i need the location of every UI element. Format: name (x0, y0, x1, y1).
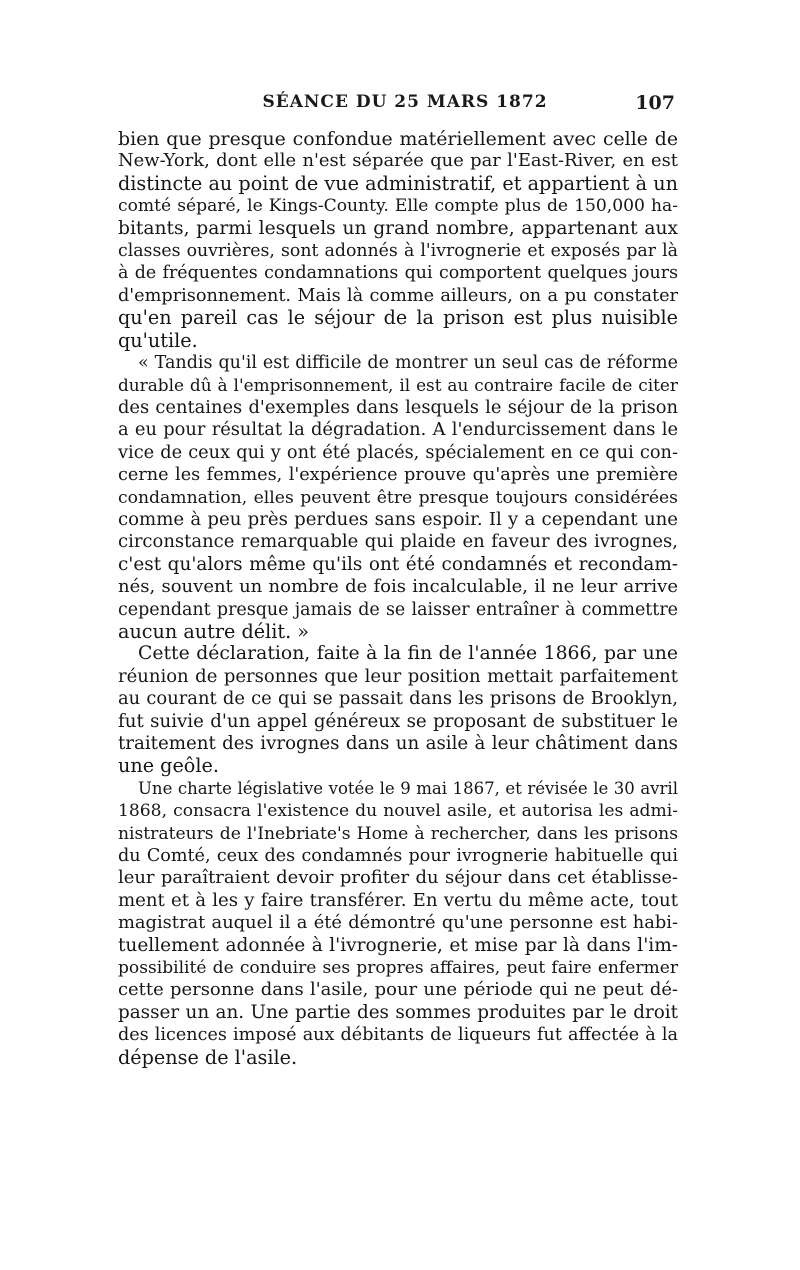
text-line: distincte au point de vue administratif, et appartient à un (118, 171, 678, 195)
text-line: traitement des ivrognes dans un asile à leur châtiment dans (118, 732, 678, 754)
text-line: New-York, dont elle n'est séparée que par l'East-River, en est (118, 150, 678, 172)
body-text (118, 128, 678, 1069)
text-line: cette personne dans l'asile, pour une période qui ne peut dé- (118, 979, 678, 1001)
text-line: Une charte législative votée le 9 mai 1867, et révisée le 30 avril (138, 778, 678, 798)
page-header (135, 92, 675, 118)
text-line: comme à peu près perdues sans espoir. Il y a cependant une (118, 508, 678, 530)
text-line: tuellement adonnée à l'ivrognerie, et mise par là dans l'im- (118, 934, 678, 956)
text-line: c'est qu'alors même qu'ils ont été condamnés et recondam- (118, 553, 678, 575)
text-line: d'emprisonnement. Mais là comme ailleurs, on a pu constater (118, 285, 678, 306)
text-line: cerne les femmes, l'expérience prouve qu'après une première (118, 465, 678, 486)
text-line: passer un an. Une partie des sommes produites par le droit (118, 1001, 678, 1023)
text-line: magistrat auquel il a été démontré qu'une personne est habi- (118, 912, 678, 934)
text-line: circonstance remarquable qui plaide en faveur des ivrognes, (118, 531, 678, 553)
text-line: nés, souvent un nombre de fois incalculable, il ne leur arrive (118, 576, 678, 598)
text-line: du Comté, ceux des condamnés pour ivrognerie habituelle qui (118, 846, 678, 866)
text-line: des licences imposé aux débitants de liqueurs fut affectée à la (118, 1025, 678, 1046)
text-line: possibilité de conduire ses propres affaires, peut faire enfermer (118, 958, 678, 979)
text-line: « Tandis qu'il est difficile de montrer un seul cas de réforme (138, 353, 678, 374)
text-line: 1868, consacra l'existence du nouvel asile, et autorisa les admi- (118, 801, 678, 822)
text-line: nistrateurs de l'Inebriate's Home à rechercher, dans les prisons (118, 823, 678, 844)
text-line: à de fréquentes condamnations qui comportent quelques jours (118, 263, 678, 284)
text-line: des centaines d'exemples dans lesquels le séjour de la prison (118, 396, 678, 418)
text-line: durable dû à l'emprisonnement, il est au contraire facile de citer (118, 375, 678, 396)
text-line: bien que presque confondue matériellement avec celle de (118, 128, 678, 150)
text-line: qu'utile. (118, 328, 198, 352)
text-line: réunion de personnes que leur position mettait parfaitement (118, 665, 678, 687)
text-line: dépense de l'asile. (118, 1045, 298, 1069)
text-line: aucun autre délit. » (118, 619, 310, 643)
text-line: a eu pour résultat la dégradation. A l'endurcissement dans le (118, 419, 678, 441)
text-line: qu'en pareil cas le séjour de la prison est plus nuisible (118, 306, 678, 330)
text-line: ment et à les y faire transférer. En vertu du même acte, tout (118, 889, 678, 911)
text-line: Cette déclaration, faite à la fin de l'année 1866, par une (138, 643, 678, 665)
text-line: cependant presque jamais de se laisser entraîner à commettre (118, 599, 678, 620)
text-line: une geôle. (118, 754, 219, 778)
text-line: classes ouvrières, sont adonnés à l'ivrognerie et exposés par là (118, 241, 678, 262)
text-line: vice de ceux qui y ont été placés, spécialement en ce qui con- (118, 442, 678, 463)
text-line: fut suivie d'un appel généreux se proposant de substituer le (118, 710, 678, 732)
running-head: SÉANCE DU 25 MARS 1872 (262, 92, 548, 112)
text-line: au courant de ce qui se passait dans les prisons de Brooklyn, (118, 688, 678, 710)
page-number: 107 (635, 92, 675, 114)
text-line: comté séparé, le Kings-County. Elle compte plus de 150,000 ha- (118, 196, 678, 217)
text-line: leur paraîtraient devoir profiter du séjour dans cet établisse- (118, 867, 678, 889)
text-line: condamnation, elles peuvent être presque toujours considérées (118, 487, 678, 508)
text-line: bitants, parmi lesquels un grand nombre, appartenant aux (118, 217, 678, 239)
